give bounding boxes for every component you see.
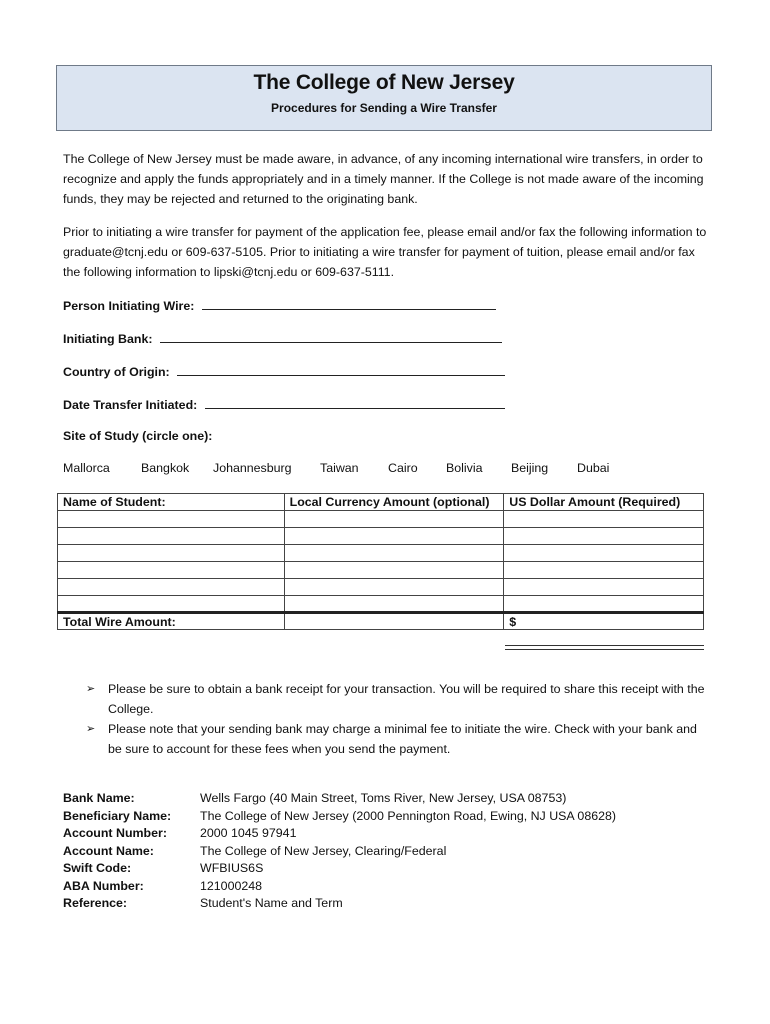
site-option[interactable]: Dubai: [577, 461, 610, 475]
table-row: [58, 545, 704, 562]
bank-detail-label: Account Name:: [63, 843, 154, 858]
bank-detail-label: Account Number:: [63, 826, 167, 840]
bank-detail-label: Bank Name:: [63, 791, 135, 805]
person-initiating-field: [63, 297, 496, 313]
arrow-bullet-icon: ➢: [86, 723, 96, 735]
date-initiated-input-line[interactable]: [205, 396, 505, 409]
table-cell[interactable]: [58, 528, 285, 545]
total-usd-cell[interactable]: $: [504, 613, 704, 630]
list-item: [86, 679, 711, 719]
column-header-name: Name of Student:: [58, 494, 285, 511]
country-origin-label: Country of Origin:: [63, 365, 170, 379]
list-item: [86, 719, 711, 759]
table-cell[interactable]: [58, 511, 285, 528]
total-local-cell[interactable]: [284, 613, 504, 630]
bank-detail-value: The College of New Jersey, Clearing/Federal: [200, 843, 447, 858]
bank-detail-value: 121000248: [200, 878, 263, 893]
table-cell[interactable]: [504, 545, 704, 562]
total-double-underline: [505, 645, 704, 650]
table-cell[interactable]: [284, 545, 504, 562]
table-cell[interactable]: [284, 528, 504, 545]
table-cell[interactable]: [504, 511, 704, 528]
column-header-usd: US Dollar Amount (Required): [504, 494, 704, 511]
date-initiated-field: [63, 396, 505, 412]
table-row: [58, 596, 704, 613]
bank-detail-label: Reference:: [63, 896, 128, 910]
bank-detail-value: 2000 1045 97941: [200, 826, 297, 840]
total-label: Total Wire Amount:: [58, 613, 285, 630]
total-row: [58, 613, 704, 630]
bank-detail-label: Beneficiary Name:: [63, 808, 172, 823]
table-cell[interactable]: [58, 562, 285, 579]
table-row: [58, 528, 704, 545]
column-header-local-currency: Local Currency Amount (optional): [284, 494, 504, 511]
page-subtitle: Procedures for Sending a Wire Transfer: [271, 101, 497, 115]
initiating-bank-field: [63, 330, 502, 346]
site-option[interactable]: Cairo: [388, 461, 418, 475]
instructions-paragraph: Prior to initiating a wire transfer for payment of the application fee, please email and/or fax the following information to graduate@tcnj.edu or 609-637-5105. Prior to initiating a wire transfer for payment of tuition, please email and/or fax the following information to lipski@tcnj.edu or 609-637-5111.: [63, 225, 707, 279]
site-option[interactable]: Taiwan: [320, 461, 359, 475]
note-text: Please note that your sending bank may charge a minimal fee to initiate the wire. Check with your bank and be sure to account for these fees when you send the payment.: [108, 722, 697, 756]
table-header-row: [58, 494, 704, 511]
notes-list: [86, 679, 711, 759]
table-cell[interactable]: [284, 511, 504, 528]
person-initiating-input-line[interactable]: [202, 297, 496, 310]
site-option[interactable]: Bangkok: [141, 461, 190, 475]
bank-detail-value: Wells Fargo (40 Main Street, Toms River, New Jersey, USA 08753): [200, 791, 567, 805]
table-cell[interactable]: [58, 545, 285, 562]
table-cell[interactable]: [58, 596, 285, 613]
initiating-bank-input-line[interactable]: [160, 330, 502, 343]
table-cell[interactable]: [284, 596, 504, 613]
bank-detail-value: Student's Name and Term: [200, 896, 343, 910]
table-cell[interactable]: [504, 596, 704, 613]
date-initiated-label: Date Transfer Initiated:: [63, 398, 198, 412]
site-of-study-label: Site of Study (circle one):: [63, 429, 213, 443]
table-cell[interactable]: [504, 562, 704, 579]
site-option[interactable]: Beijing: [511, 461, 549, 475]
bank-detail-label: Swift Code:: [63, 861, 132, 875]
intro-paragraph: The College of New Jersey must be made aware, in advance, of any incoming international wire transfers, in order to recognize and apply the funds appropriately and in a timely manner. If the College is not made aware of the incoming funds, they may be rejected and returned to the originating bank.: [63, 152, 704, 206]
country-origin-field: [63, 363, 505, 379]
table-cell[interactable]: [284, 562, 504, 579]
table-cell[interactable]: [504, 528, 704, 545]
site-option[interactable]: Mallorca: [63, 461, 110, 475]
table-cell[interactable]: [284, 579, 504, 596]
initiating-bank-label: Initiating Bank:: [63, 332, 153, 346]
country-origin-input-line[interactable]: [177, 363, 505, 376]
bank-detail-value: WFBIUS6S: [200, 861, 264, 875]
table-row: [58, 511, 704, 528]
table-cell[interactable]: [58, 579, 285, 596]
page-title: The College of New Jersey: [253, 71, 515, 94]
header-box: [56, 65, 712, 131]
bank-detail-value: The College of New Jersey (2000 Pennington Road, Ewing, NJ USA 08628): [200, 808, 617, 823]
arrow-bullet-icon: ➢: [86, 683, 96, 695]
site-option[interactable]: Bolivia: [446, 461, 483, 475]
note-text: Please be sure to obtain a bank receipt for your transaction. You will be required to share this receipt with the College.: [108, 682, 705, 716]
table-row: [58, 562, 704, 579]
table-cell[interactable]: [504, 579, 704, 596]
student-table: [57, 493, 704, 630]
person-initiating-label: Person Initiating Wire:: [63, 299, 195, 313]
site-option[interactable]: Johannesburg: [213, 461, 292, 475]
bank-detail-label: ABA Number:: [63, 878, 144, 893]
table-row: [58, 579, 704, 596]
